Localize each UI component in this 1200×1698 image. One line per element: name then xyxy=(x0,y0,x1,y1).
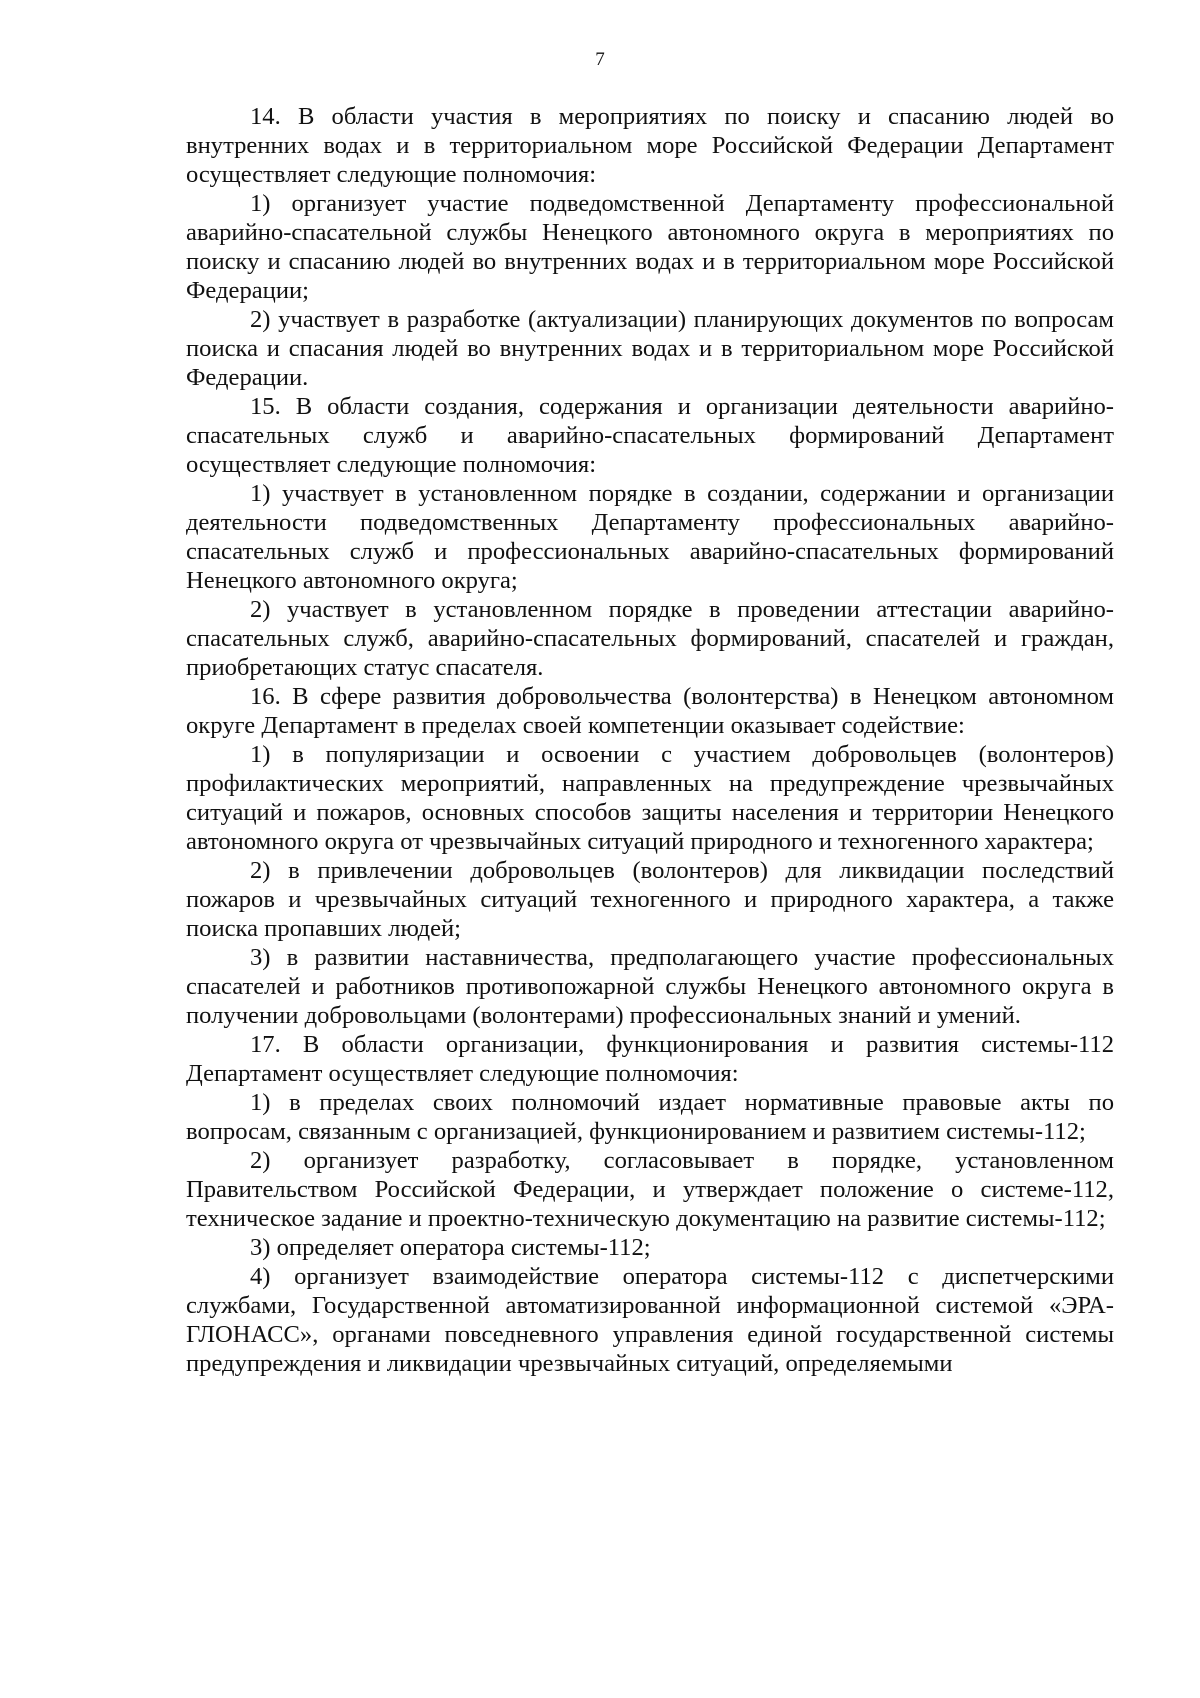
paragraph-17-intro: 17. В области организации, функционирования и развития системы-112 Департамент осуществляет следующие полномочия: xyxy=(186,1031,1114,1087)
paragraph-14-item-1: 1) организует участие подведомственной Департаменту профессиональной аварийно-спасательной службы Ненецкого автономного округа в мероприятиях по поиску и спасанию людей во внутренних водах и в территориальном море Российской Федерации; xyxy=(186,190,1114,304)
paragraph-16-intro: 16. В сфере развития добровольчества (волонтерства) в Ненецком автономном округе Департамент в пределах своей компетенции оказывает содействие: xyxy=(186,683,1114,739)
paragraph-15-item-1: 1) участвует в установленном порядке в создании, содержании и организации деятельности подведомственных Департаменту профессиональных аварийно-спасательных служб и профессиональных аварийно-спасательных формирований Ненецкого автономного округа; xyxy=(186,480,1114,594)
page-number: 7 xyxy=(595,49,605,70)
paragraph-14-item-2: 2) участвует в разработке (актуализации) планирующих документов по вопросам поиска и спасания людей во внутренних водах и в территориальном море Российской Федерации. xyxy=(186,306,1114,391)
paragraph-16-item-1: 1) в популяризации и освоении с участием добровольцев (волонтеров) профилактических мероприятий, направленных на предупреждение чрезвычайных ситуаций и пожаров, основных способов защиты населения и территории Ненецкого автономного округа от чрезвычайных ситуаций природного и техногенного характера; xyxy=(186,741,1114,855)
paragraph-17-item-4: 4) организует взаимодействие оператора системы-112 с диспетчерскими службами, Государственной автоматизированной информационной системой «ЭРА-ГЛОНАСС», органами повседневного управления единой государственной системы предупреждения и ликвидации чрезвычайных ситуаций, определяемыми xyxy=(186,1263,1114,1377)
paragraph-15-item-2: 2) участвует в установленном порядке в проведении аттестации аварийно-спасательных служб, аварийно-спасательных формирований, спасателей и граждан, приобретающих статус спасателя. xyxy=(186,596,1114,681)
document-body xyxy=(186,102,1114,1378)
paragraph-16-item-2: 2) в привлечении добровольцев (волонтеров) для ликвидации последствий пожаров и чрезвычайных ситуаций техногенного и природного характера, а также поиска пропавших людей; xyxy=(186,857,1114,942)
paragraph-17-item-2: 2) организует разработку, согласовывает в порядке, установленном Правительством Российской Федерации, и утверждает положение о системе-112, техническое задание и проектно-техническую документацию на развитие системы-112; xyxy=(186,1147,1114,1232)
paragraph-15-intro: 15. В области создания, содержания и организации деятельности аварийно-спасательных служб и аварийно-спасательных формирований Департамент осуществляет следующие полномочия: xyxy=(186,393,1114,478)
paragraph-17-item-1: 1) в пределах своих полномочий издает нормативные правовые акты по вопросам, связанным с организацией, функционированием и развитием системы-112; xyxy=(186,1089,1114,1145)
paragraph-14-intro: 14. В области участия в мероприятиях по поиску и спасанию людей во внутренних водах и в территориальном море Российской Федерации Департамент осуществляет следующие полномочия: xyxy=(186,103,1114,188)
paragraph-16-item-3: 3) в развитии наставничества, предполагающего участие профессиональных спасателей и работников противопожарной службы Ненецкого автономного округа в получении добровольцами (волонтерами) профессиональных знаний и умений. xyxy=(186,944,1114,1029)
paragraph-17-item-3: 3) определяет оператора системы-112; xyxy=(250,1234,651,1261)
